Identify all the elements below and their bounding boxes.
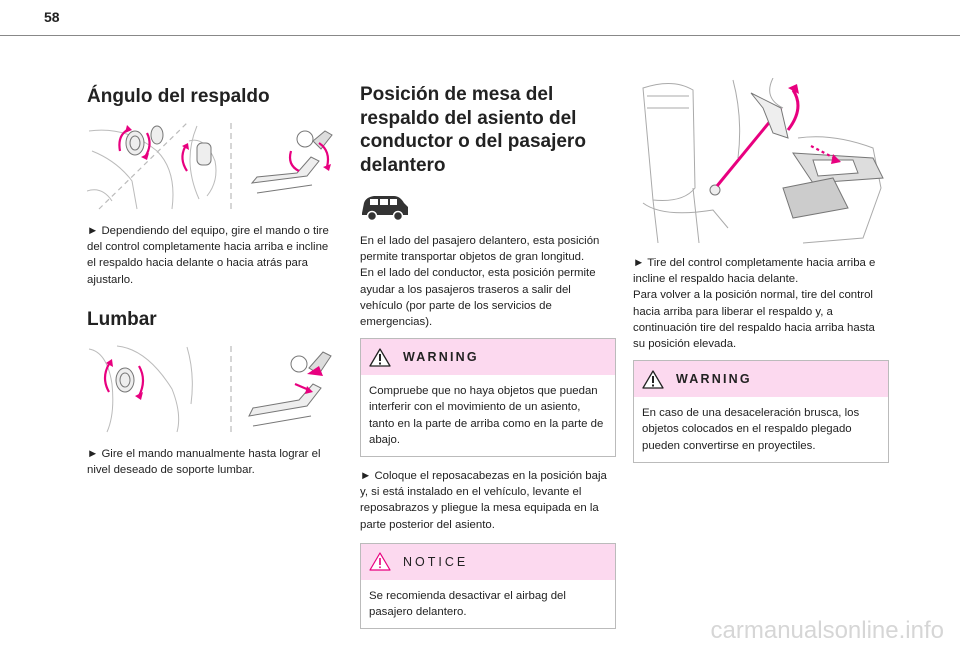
vehicle-icon: [360, 191, 410, 223]
table-position-intro: En el lado del pasajero delantero, esta posición permite transportar objetos de gran longitud. En el lado del conductor, esta posición permite ayudar a los pasajeros traseros a salir del vehículo (por parte de los servicios de emergencias).: [360, 235, 600, 329]
warning-box: [360, 338, 616, 457]
notice-title: NOTICE: [403, 554, 469, 569]
column-left: [87, 78, 339, 478]
table-position-step: ► Coloque el reposacabezas en la posición baja y, si está instalado en el vehículo, levante el reposabrazos y pliegue la mesa equipada en la parte posterior del asiento.: [360, 470, 607, 531]
warning-icon: [369, 348, 391, 367]
warning-header-right: [634, 361, 888, 397]
warning-icon: [642, 370, 664, 389]
page-number: 58: [44, 9, 60, 25]
warning-text-right: En caso de una desaceleración brusca, los objetos colocados en el respaldo plegado pueden convertirse en proyectiles.: [642, 407, 860, 452]
warning-title: WARNING: [403, 350, 479, 365]
warning-header: [361, 339, 615, 375]
notice-header: [361, 544, 615, 580]
notice-icon: [369, 552, 391, 571]
column-right: [633, 78, 885, 463]
backrest-angle-text: ► Dependiendo del equipo, gire el mando o tire del control completamente hacia arriba e incline el respaldo hacia delante o hacia atrás para ajustarlo.: [87, 225, 329, 286]
column-middle: [360, 78, 612, 629]
warning-title-right: WARNING: [676, 372, 752, 387]
lumbar-illustration: [87, 344, 339, 434]
warning-box-right: [633, 360, 889, 463]
watermark: carmanualsonline.info: [710, 617, 944, 644]
top-rule: [0, 35, 960, 36]
lumbar-text: ► Gire el mando manualmente hasta lograr el nivel deseado de soporte lumbar.: [87, 447, 321, 477]
notice-box: [360, 543, 616, 629]
notice-text: Se recomienda desactivar el airbag del pasajero delantero.: [369, 589, 566, 619]
section-title-backrest-angle: Ángulo del respaldo: [87, 86, 270, 107]
warning-text: Compruebe que no haya objetos que puedan interferir con el movimiento de un asiento, tanto en la parte de arriba como en la parte de abajo.: [369, 385, 604, 446]
backrest-angle-illustration: [87, 121, 339, 211]
section-title-table-position: Posición de mesa del respaldo del asiento del conductor o del pasajero delantero: [360, 84, 586, 176]
tilt-backrest-text: ► Tire del control completamente hacia arriba e incline el respaldo hacia delante. Para volver a la posición normal, tire del control hacia arriba para liberar el respaldo y, a continuación tire del respaldo hacia arriba hasta su posición elevada.: [633, 257, 876, 351]
seat-table-illustration: [633, 78, 885, 250]
section-title-lumbar: Lumbar: [87, 308, 157, 330]
